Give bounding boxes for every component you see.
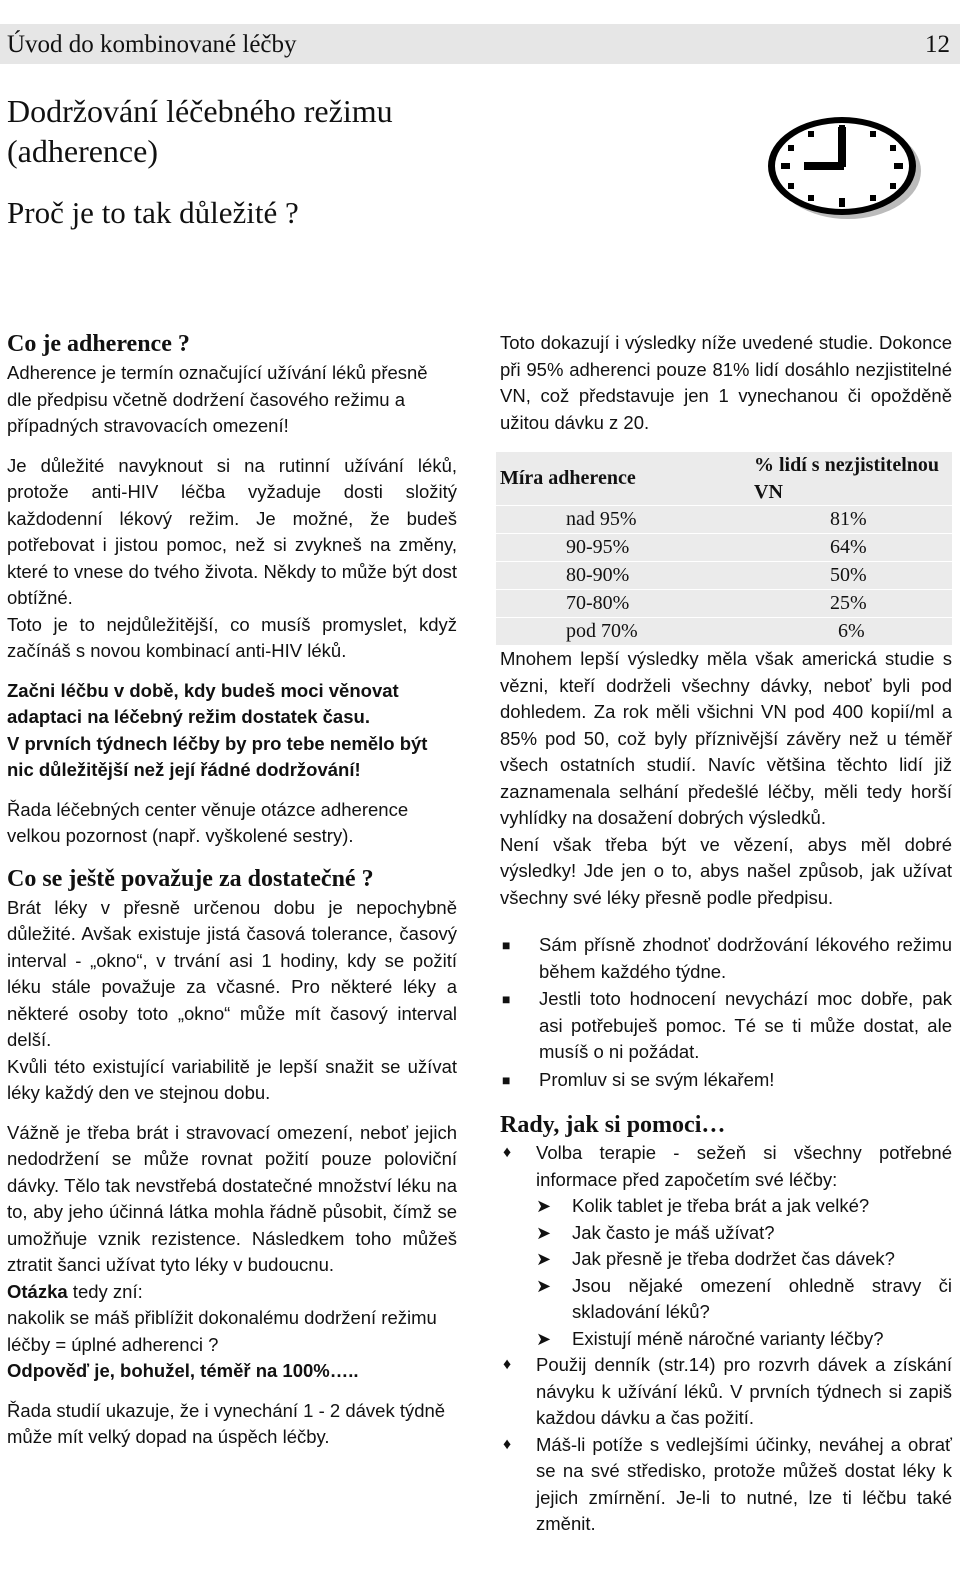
list-item (500, 986, 952, 1066)
square-bullet-icon: ■ (502, 1071, 511, 1088)
table-header-row (496, 452, 952, 506)
list-item-text: Sám přísně zhodnoť dodržování lékového režimu během každého týdne. (539, 934, 952, 982)
paragraph-prison-study: Mnohem lepší výsledky měla však americká studie s vězni, kteří dodrželi všechny dávky, neboť byli pod dohledem. Za rok měli všichni VN pod 400 kopií/ml a 85% pod 50, což byly příznivější závěry než u téměř všech ostatních studií. Navíc většina těchto lidí již zaznamenala selhání předešlé léčby, měli tedy horší vyhlídky na dosažení dobrých výsledků. (500, 648, 952, 828)
right-column (500, 330, 952, 1538)
table-cell-adherence: 90-95% (496, 534, 750, 562)
square-bullet-icon: ■ (502, 937, 511, 953)
list-item (500, 1067, 952, 1094)
title-line-1: Dodržování léčebného režimu (7, 93, 393, 129)
paragraph-question (7, 1279, 457, 1306)
table-header-undetectable: % lidí s nezjistitelnou VN (750, 452, 952, 506)
tips-list (500, 1140, 952, 1538)
paragraph-not-prison: Není však třeba být ve vězení, abys měl dobré výsledky! Jde jen o to, abys našel způsob, jak užívat všechny své léky přesně podle předpisu. (500, 833, 952, 908)
chapter-title: Úvod do kombinované léčby (7, 31, 297, 58)
table-header-adherence: Míra adherence (496, 452, 750, 506)
left-column (7, 328, 457, 1451)
question-label: Otázka (7, 1280, 68, 1302)
page-subtitle: Proč je to tak důležité ? (7, 195, 299, 230)
paragraph-start-treatment: Začni léčbu v době, kdy budeš moci věnovat adaptaci na léčebný režim dostatek času. (7, 679, 399, 727)
subtips-list (536, 1193, 952, 1352)
list-item-text: Volba terapie - sežeň si všechny potřebné informace před započetím své léčby: (536, 1142, 952, 1190)
table-row (496, 590, 952, 618)
table-row (496, 562, 952, 590)
table-row (496, 506, 952, 534)
paragraph-studies: Řada studií ukazuje, že i vynechání 1 - 2 dávek týdně může mít velký dopad na úspěch léčby. (7, 1399, 446, 1447)
paragraph-centers: Řada léčebných center věnuje otázce adherence velkou pozornost (např. vyškolené sestry). (7, 798, 409, 846)
paragraph-definition: Adherence je termín označující užívání léků přesně dle předpisu včetně dodržení časového režimu a případných stravovacích omezení! (7, 362, 428, 436)
table-cell-percent: 50% (750, 562, 952, 590)
page-header (0, 24, 960, 64)
list-item (536, 1326, 952, 1353)
table-cell-adherence: 80-90% (496, 562, 750, 590)
list-item (500, 1140, 952, 1352)
title-line-2: (adherence) (7, 133, 158, 169)
heading-what-is-adherence: Co je adherence ? (7, 331, 190, 357)
list-item-text: Jsou nějaké omezení ohledně stravy či skladování léků? (572, 1274, 952, 1322)
table-row (496, 618, 952, 646)
paragraph-most-important: Toto je to nejdůležitější, co musíš promyslet, když začínáš s novou kombinací anti-HIV léků. (7, 613, 457, 661)
square-bullet-icon: ■ (502, 991, 511, 1007)
page-title (7, 91, 487, 171)
paragraph-proof: Toto dokazují i výsledky níže uvedené studie. Dokonce při 95% adherenci pouze 81% lidí dosáhlo nezjistitelné VN, což představuje jen 1 vynechanou či opožděně užitou dávku z 20. (500, 332, 952, 433)
arrow-bullet-icon: ➤ (536, 1222, 552, 1243)
list-item-text: Promluv si se svým lékařem! (539, 1068, 775, 1090)
list-item-text: Kolik tablet je třeba brát a jak velké? (572, 1195, 870, 1216)
paragraph-food-restrictions: Vážně je třeba brát i stravovací omezení, neboť jejich nedodržení se může rovnat požití pouze poloviční dávky. Tělo tak nevstřebá dostatečné množství léku na to, aby jeho účinná látka mohla řádně působit, čímž se umožňuje vznik rezistence. Následkem toho můžeš ztratit šanci užívat tyto léky v budoucnu. (7, 1121, 457, 1275)
list-item (536, 1273, 952, 1326)
list-item (500, 932, 952, 985)
list-item-text: Existují méně náročné varianty léčby? (572, 1327, 884, 1349)
list-item (500, 1432, 952, 1538)
diamond-bullet-icon: ♦ (503, 1356, 512, 1373)
table-cell-percent: 81% (750, 506, 952, 534)
list-item-text: Máš-li potíže s vedlejšími účinky, neváhej a obrať se na své středisko, protože můžeš dostat léky k jejich zmírnění. Je-li to nutné, lze ti léčbu také změnit. (536, 1433, 952, 1534)
diamond-bullet-icon: ♦ (503, 1144, 512, 1161)
list-item-text: Použij denník (str.14) pro rozvrh dávek a získání návyku k užívání léků. V prvních týdnech si zapiš každou dávku a čas požití. (536, 1354, 952, 1428)
paragraph-variability: Kvůli této existující variabilitě je lepší snažit se užívat léky každý den ve stejnou dobu. (7, 1055, 457, 1103)
page-number: 12 (925, 31, 950, 58)
list-item-text: Jestli toto hodnocení nevychází moc dobře, pak asi potřebuješ pomoc. Té se ti může dostat, ale musíš o ni požádat. (539, 988, 952, 1062)
arrow-bullet-icon: ➤ (536, 1275, 552, 1296)
paragraph-first-weeks: V prvních týdnech léčby by pro tebe nemělo být nic důležitější než její řádné dodržování! (7, 732, 428, 780)
question-rest: tedy zní: (67, 1280, 143, 1302)
table-cell-percent: 25% (750, 590, 952, 618)
list-item (536, 1193, 952, 1220)
table-cell-adherence: pod 70% (496, 618, 750, 646)
adherence-table (496, 452, 952, 646)
arrow-bullet-icon: ➤ (536, 1249, 552, 1269)
heading-what-is-enough: Co se ještě považuje za dostatečné ? (7, 865, 374, 892)
table-cell-percent: 64% (750, 534, 952, 562)
list-item (500, 1352, 952, 1432)
table-row (496, 534, 952, 562)
list-item (536, 1246, 952, 1273)
list-item-text: Jak často je máš užívat? (572, 1221, 775, 1243)
list-item (536, 1220, 952, 1247)
list-item-text: Jak přesně je třeba dodržet čas dávek? (572, 1248, 895, 1269)
advice-list (500, 932, 952, 1093)
paragraph-question-text: nakolik se máš přiblížit dokonalému dodržení režimu léčby = úplné adherenci ? (7, 1307, 437, 1355)
paragraph-time-window: Brát léky v přesně určenou dobu je nepochybně důležité. Avšak existuje jistá časová tolerance, časový interval - „okno“, v trvání asi 1 hodiny, kdy se požití léku stále považuje za včasné. Pro některé léky a některé osoby toto „okno“ může mít časový interval delší. (7, 896, 457, 1050)
arrow-bullet-icon: ➤ (536, 1328, 552, 1349)
paragraph-routine: Je důležité navyknout si na rutinní užívání léků, protože anti-HIV léčba vyžaduje dosti složitý každodenní lékový režim. Je možné, že budeš potřebovat i jistou pomoc, než si zvykneš na změny, které to vnese do tvého života. Někdy to může být dost obtížné. (7, 454, 457, 608)
arrow-bullet-icon: ➤ (536, 1196, 552, 1216)
diamond-bullet-icon: ♦ (503, 1435, 512, 1453)
table-cell-adherence: 70-80% (496, 590, 750, 618)
clock-icon (766, 113, 926, 223)
table-cell-adherence: nad 95% (496, 506, 750, 534)
paragraph-answer: Odpověď je, bohužel, téměř na 100%….. (7, 1360, 359, 1381)
table-cell-percent: 6% (750, 618, 952, 646)
heading-tips: Rady, jak si pomoci… (500, 1112, 726, 1138)
